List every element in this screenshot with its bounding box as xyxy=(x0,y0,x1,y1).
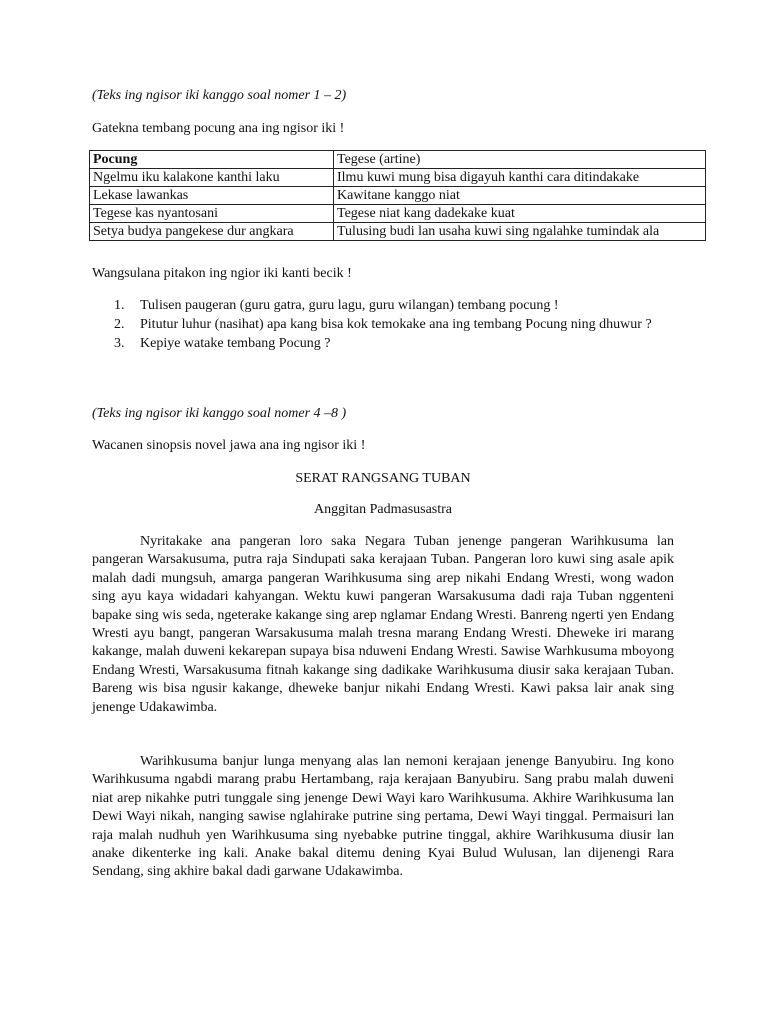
poem-line: Tegese kas nyantosani xyxy=(90,205,334,223)
poem-line-meaning: Kawitane kanggo niat xyxy=(334,187,706,205)
question-number: 2. xyxy=(114,317,125,332)
section1-instruction-note: (Teks ing ngisor iki kanggo soal nomer 1 – 2) xyxy=(92,88,347,103)
poem-line-meaning: Tulusing budi lan usaha kuwi sing ngalahke tumindak ala xyxy=(334,223,706,241)
question-text: Tulisen paugeran (guru gatra, guru lagu, guru wilangan) tembang pocung ! xyxy=(140,298,559,313)
questions-intro: Wangsulana pitakon ing ngior iki kanti becik ! xyxy=(92,266,352,281)
poem-header-pocung: Pocung xyxy=(90,151,334,169)
story-author: Anggitan Padmasusastra xyxy=(313,502,453,517)
question-text: Kepiye watake tembang Pocung ? xyxy=(140,336,331,351)
poem-table-row xyxy=(90,187,706,205)
question-number: 3. xyxy=(114,336,125,351)
poem-line: Ngelmu iku kalakone kanthi laku xyxy=(90,169,334,187)
poem-line: Setya budya pangekese dur angkara xyxy=(90,223,334,241)
question-number: 1. xyxy=(114,298,125,313)
section2-prompt: Wacanen sinopsis novel jawa ana ing ngisor iki ! xyxy=(92,438,366,453)
question-item xyxy=(92,315,674,334)
question-list xyxy=(92,296,674,353)
question-item xyxy=(92,334,674,353)
story-paragraph-2: Warihkusuma banjur lunga menyang alas lan nemoni kerajaan jenenge Banyubiru. Ing kono Warihkusuma ngabdi marang prabu Hertambang, raja kerajaan Banyubiru. Sang prabu malah duweni niat arep nikahke putri tunggale sing jenenge Dewi Wayi karo Warihkusuma. Akhire Warihkusuma lan Dewi Wayi nikah, nanging sawise nglahirake putrine sing pertama, Dewi Wayi tinggal. Permaisuri lan raja malah nudhuh yen Warihkusuma sing nyebabke putrine tinggal, akhire Warihkusuma diusir lan anake dikenterke ing kali. Anake bakal ditemu dening Kyai Bulud Wulusan, lan dijenengi Rara Sendang, sing akhire bakal dadi garwane Udakawimba. xyxy=(92,754,674,880)
poem-table-row xyxy=(90,205,706,223)
section1-prompt: Gatekna tembang pocung ana ing ngisor iki ! xyxy=(92,121,345,136)
poem-table-row xyxy=(90,169,706,187)
question-text: Pitutur luhur (nasihat) apa kang bisa kok temokake ana ing tembang Pocung ning dhuwur ? xyxy=(140,317,652,332)
question-item xyxy=(92,296,674,315)
poem-header-meaning: Tegese (artine) xyxy=(334,151,706,169)
poem-line-meaning: Ilmu kuwi mung bisa digayuh kanthi cara ditindakake xyxy=(334,169,706,187)
poem-line-meaning: Tegese niat kang dadekake kuat xyxy=(334,205,706,223)
poem-table-row xyxy=(90,223,706,241)
section2-instruction-note: (Teks ing ngisor iki kanggo soal nomer 4 –8 ) xyxy=(92,406,347,421)
poem-table-header-row xyxy=(90,151,706,169)
pocung-poem-table xyxy=(89,150,706,241)
story-paragraph-1: Nyritakake ana pangeran loro saka Negara Tuban jenenge pangeran Warihkusuma lan pangeran Warsakusuma, putra raja Sindupati saka kerajaan Tuban. Pangeran loro kuwi sing asale apik malah dadi mungsuh, amarga pangeran Warihkusuma sing arep nikahi Endang Wresti, wong wadon sing ayu kaya widadari kahyangan. Wektu kuwi pangeran Warsakusuma dadi raja Tuban nggenteni bapake sing wis seda, ngeterake kakange sing arep nglamar Endang Wresti. Banreng ngerti yen Endang Wresti ayu bangt, pangeran Warsakusuma malah tresna marang Endang Wresti. Dheweke iri marang kakange, malah duweni kekarepan supaya bisa nduweni Endang Wresti. Sawise Warhkusuma mboyong Endang Wresti, Warsakusuma fitnah kakange sing dadikake Warihkusuma diusir saka kerajaan Tuban. Bareng wis bisa ngusir kakange, dheweke banjur nikahi Endang Wresti. Kawi paksa lair anak sing jenenge Udakawimba. xyxy=(92,534,674,715)
story-title: SERAT RANGSANG TUBAN xyxy=(295,471,471,486)
poem-line: Lekase lawankas xyxy=(90,187,334,205)
